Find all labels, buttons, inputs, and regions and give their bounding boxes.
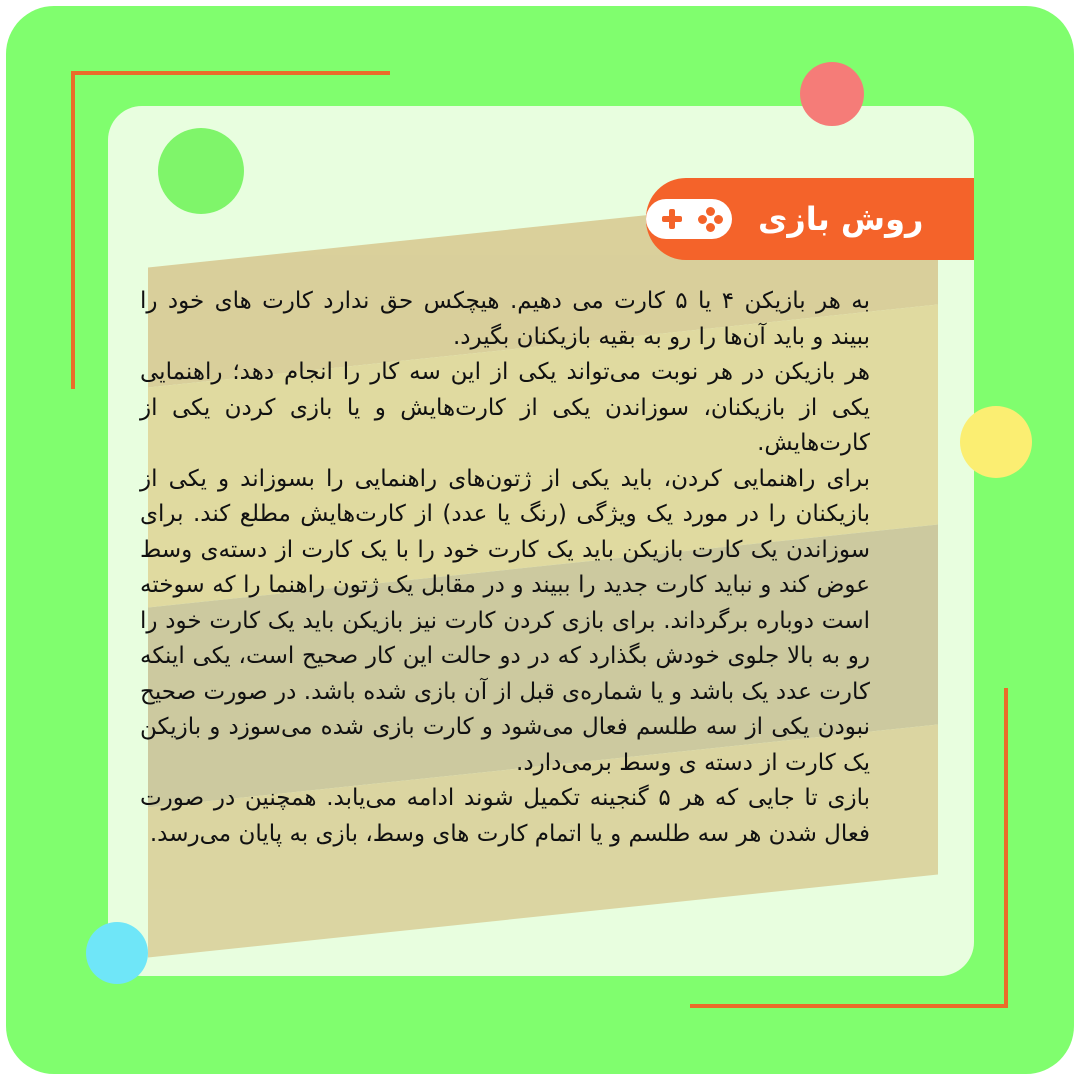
- gamepad-button: [706, 223, 715, 232]
- section-title: روش بازی: [758, 200, 924, 238]
- section-title-tab: [646, 178, 974, 260]
- rules-paragraph: هر بازیکن در هر نوبت می‌تواند یکی از این سه کار را انجام دهد؛ راهنمایی یکی از بازیکنان، سوزاندن یکی از کارت‌هایش و یا بازی کردن یکی از کارت‌هایش.: [140, 359, 870, 456]
- gamepad-icon: [646, 199, 732, 239]
- rules-text: [140, 284, 870, 852]
- rules-paragraph: برای راهنمایی کردن، باید یکی از ژتون‌های راهنمایی را بسوزاند و یکی از بازیکنان را در مورد یک ویژگی (رنگ یا عدد) از کارت‌هایش مطلع کند. برای سوزاندن یک کارت بازیکن باید یک کارت خود را با یک کارت از دسته‌ی وسط عوض کند و نباید کارت جدید را ببیند و در مقابل یک ژتون راهنما را که سوخته است دوباره برگرداند. برای بازی کردن کارت نیز بازیکن باید یک کارت خود را رو به بالا جلوی خودش بگذارد که در دو حالت این کار صحیح است، یکی اینکه کارت عدد یک باشد و یا شماره‌ی قبل از آن بازی شده باشد. در صورت صحیح نبودن یکی از سه طلسم فعال می‌شود و کارت بازی شده می‌سوزد و بازیکن یک کارت از دسته ی وسط برمی‌دارد.: [140, 465, 870, 776]
- gamepad-button: [706, 207, 715, 216]
- deco-dot-pink: [800, 62, 864, 126]
- deco-dot-cyan: [86, 922, 148, 984]
- deco-dot-yellow: [960, 406, 1032, 478]
- rules-paragraph: به هر بازیکن ۴ یا ۵ کارت می دهیم. هیچکس حق ندارد کارت های خود را ببیند و باید آن‌ها را رو به بقیه بازیکنان بگیرد.: [140, 288, 870, 350]
- deco-line-left: [71, 71, 75, 389]
- gamepad-dpad-vertical: [669, 209, 675, 229]
- deco-line-right: [1004, 688, 1008, 1008]
- rules-paragraph: بازی تا جایی که هر ۵ گنجینه تکمیل شوند ادامه می‌یابد. همچنین در صورت فعال شدن هر سه طلسم و یا اتمام کارت های وسط، بازی به پایان می‌رسد.: [140, 785, 870, 847]
- gamepad-button: [698, 215, 707, 224]
- deco-line-bottom: [690, 1004, 1008, 1008]
- gamepad-button: [714, 215, 723, 224]
- deco-line-top: [72, 71, 390, 75]
- deco-dot-green: [158, 128, 244, 214]
